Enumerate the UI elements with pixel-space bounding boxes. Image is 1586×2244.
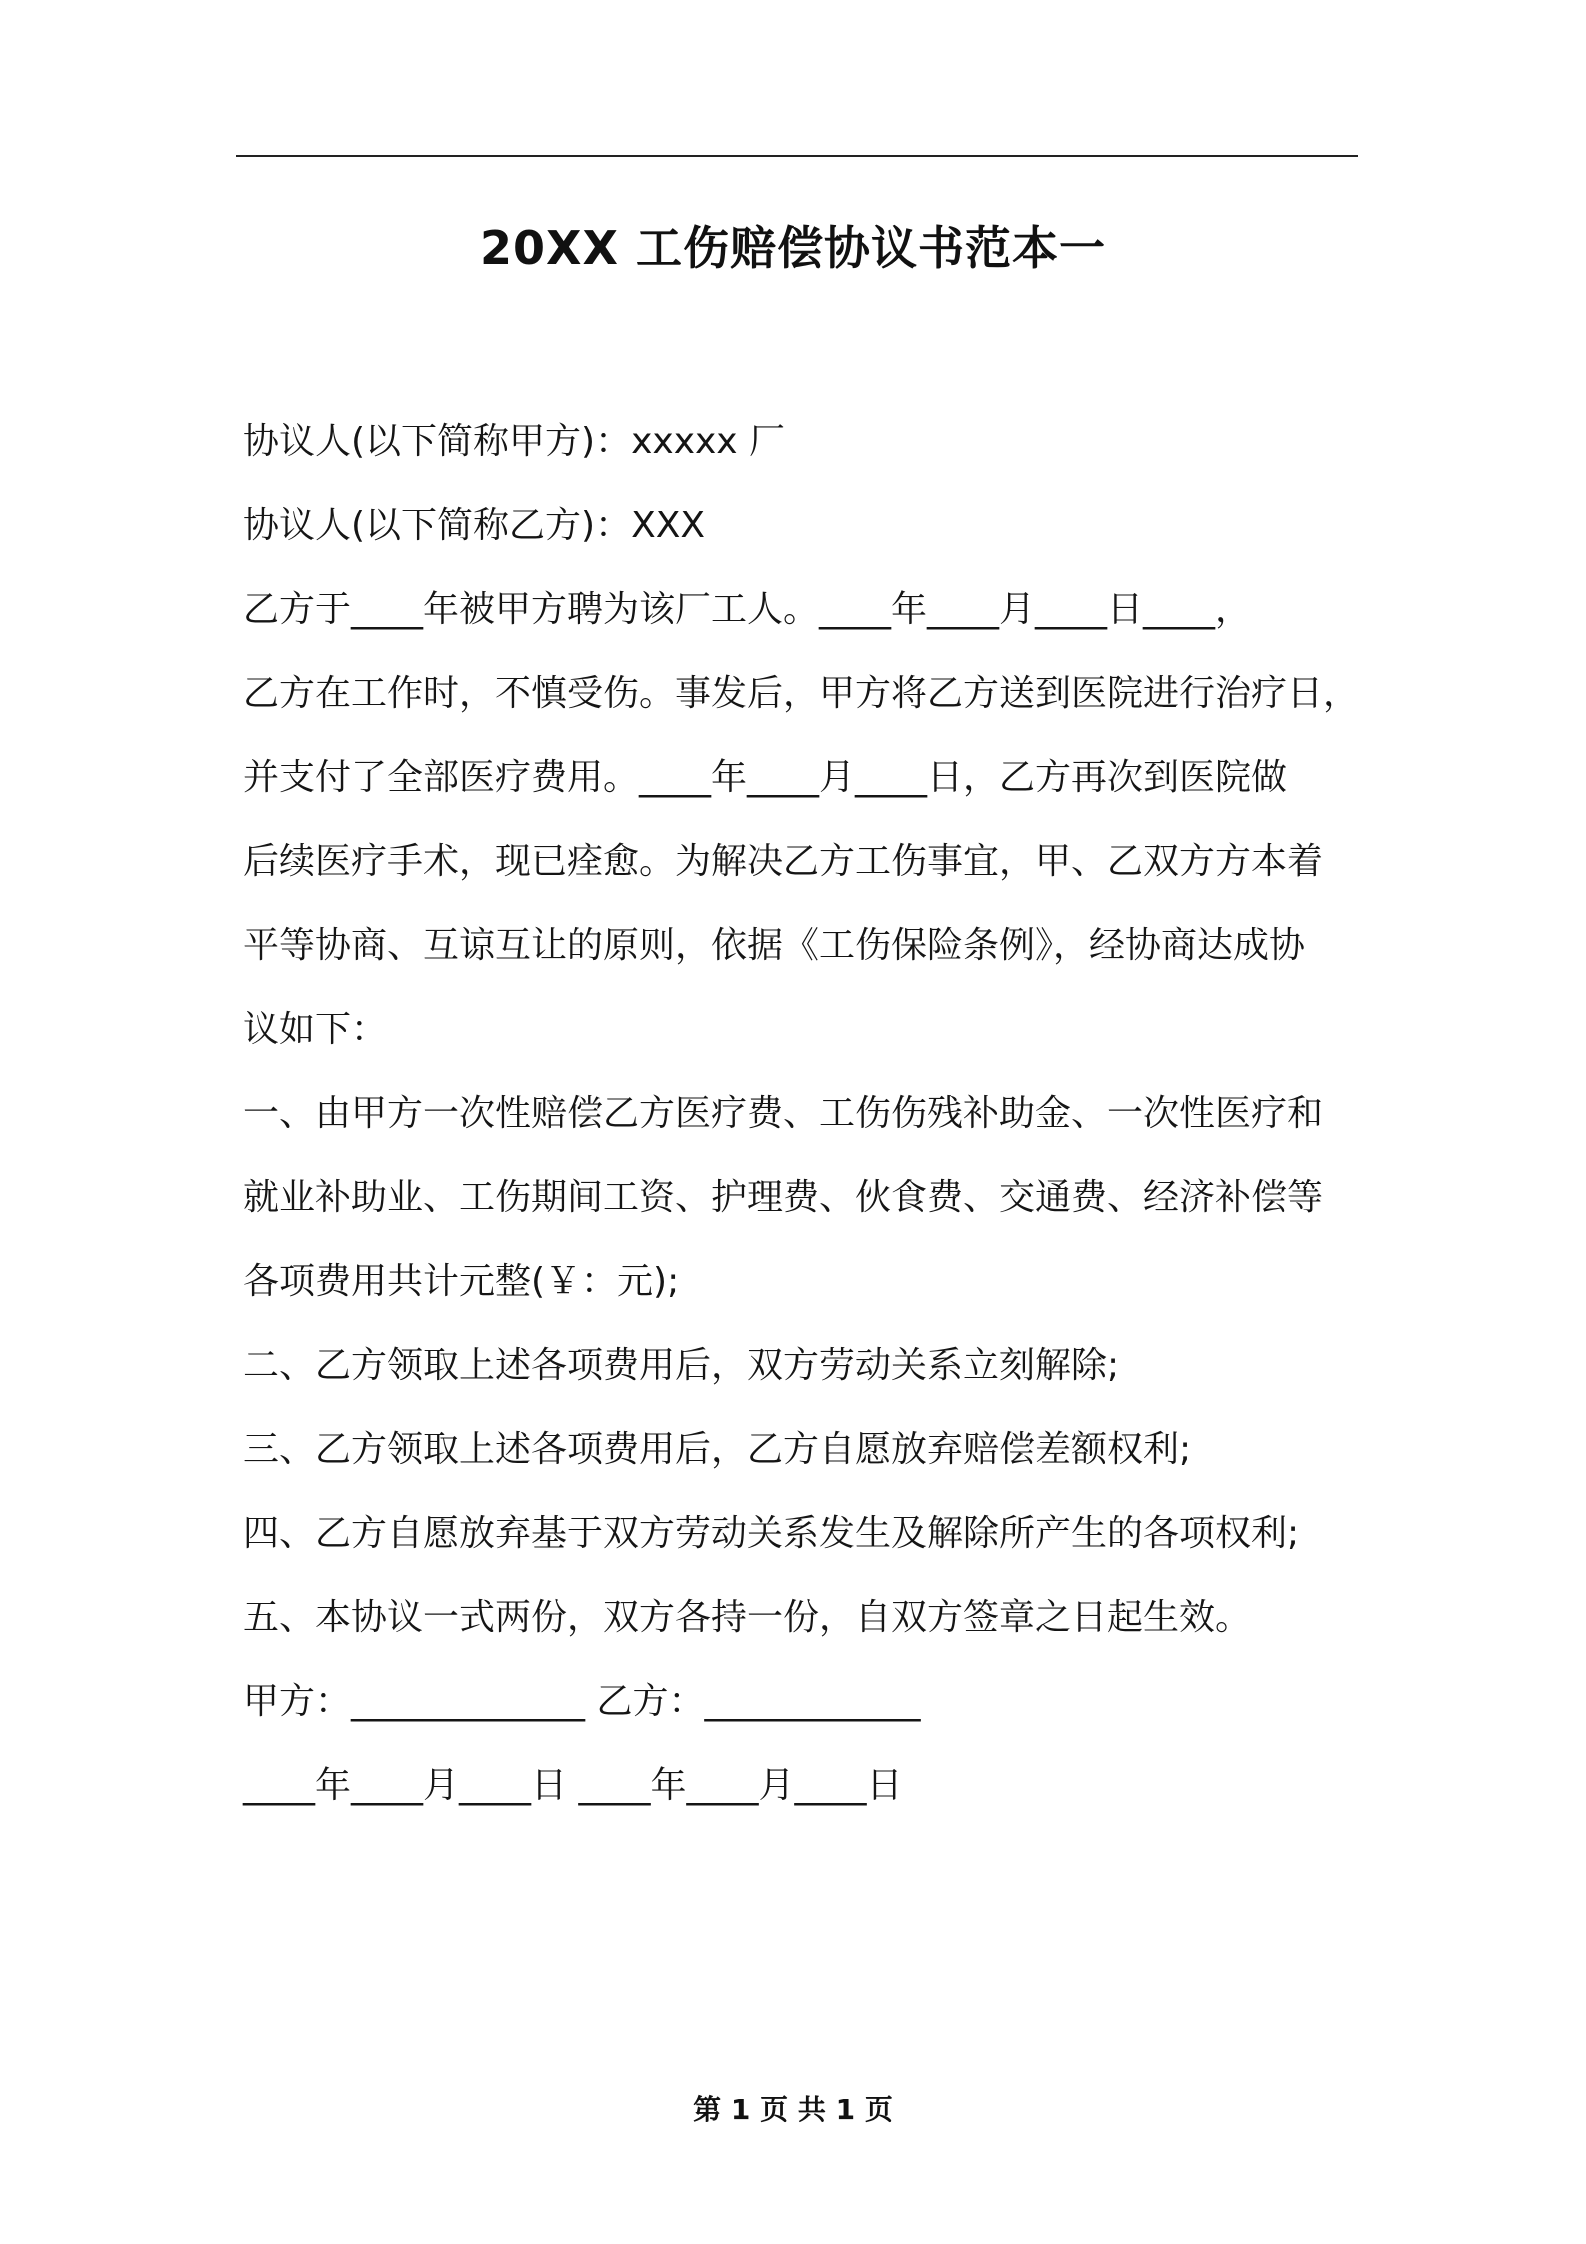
document-body (243, 400, 1358, 1828)
header-rule (236, 155, 1358, 157)
clause-1-line: 各项费用共计元整(￥：元); (243, 1261, 680, 1302)
party-a-line: 协议人(以下简称甲方)：xxxxx 厂 (243, 421, 786, 462)
clause-1-line: 就业补助业、工伤期间工资、护理费、伙食费、交通费、经济补偿等 (243, 1177, 1324, 1218)
clause-5-line: 五、本协议一式两份，双方各持一份，自双方签章之日起生效。 (243, 1597, 1252, 1638)
paragraph-line: 后续医疗手术，现已痊愈。为解决乙方工伤事宜，甲、乙双方方本着 (243, 841, 1324, 882)
paragraph-line: 平等协商、互谅互让的原则，依据《工伤保险条例》，经协商达成协 (243, 925, 1306, 966)
signature-line: 甲方：_____________ 乙方：____________ (243, 1681, 921, 1722)
date-line: ____年____月____日 ____年____月____日 (243, 1765, 903, 1806)
clause-2-line: 二、乙方领取上述各项费用后，双方劳动关系立刻解除; (243, 1345, 1120, 1386)
page-footer: 第 1 页 共 1 页 (693, 2093, 893, 2126)
paragraph-line: 乙方于____年被甲方聘为该厂工人。____年____月____日____， (243, 589, 1252, 630)
document-title: 20XX 工伤赔偿协议书范本一 (480, 221, 1106, 275)
party-b-line: 协议人(以下简称乙方)：XXX (243, 505, 706, 546)
clause-3-line: 三、乙方领取上述各项费用后，乙方自愿放弃赔偿差额权利; (243, 1429, 1192, 1470)
clause-4-line: 四、乙方自愿放弃基于双方劳动关系发生及解除所产生的各项权利; (243, 1513, 1300, 1554)
paragraph-line: 并支付了全部医疗费用。____年____月____日，乙方再次到医院做 (243, 757, 1288, 798)
paragraph-line: 乙方在工作时，不慎受伤。事发后，甲方将乙方送到医院进行治疗日， (243, 673, 1360, 714)
paragraph-line: 议如下： (243, 1009, 388, 1050)
clause-1-line: 一、由甲方一次性赔偿乙方医疗费、工伤伤残补助金、一次性医疗和 (243, 1093, 1324, 1134)
